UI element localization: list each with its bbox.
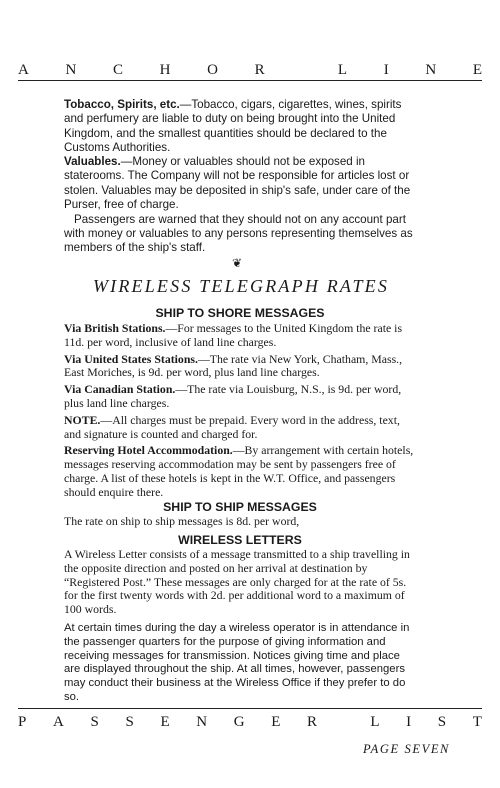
hotel-paragraph [64,444,416,499]
hotel-heading: Reserving Hotel Accommodation. [64,443,233,458]
footer-letter: S [90,714,99,730]
footer-letter: R [307,714,318,730]
header-letter: C [112,62,123,78]
wireless-letters-text: A Wireless Letter consists of a message transmitted to a ship travelling in the opposite direction and posted on her arrival at destination by “Registered Post.” These messages are only charged for at the rate of 5s. for the first twenty words with 2d. per additional word to a maximum of 100 words. [64,547,410,617]
header-rule [18,80,482,81]
british-stations-heading: Via British Stations. [64,321,166,335]
hotel-text: —By arrangement with certain hotels, messages reserving accommodation may be sent by passengers free of charge. A list of these hotels is kept in the W.T. Office, and passengers should enquire there. [64,443,414,499]
ship-to-ship-text: The rate on ship to ship messages is 8d. per word, [64,514,300,528]
ship-to-ship-section [64,500,416,529]
valuables-text: —Money or valuables should not be exposed in staterooms. The Company will not be responsible for articles lost or stolen. Valuables may be deposited in ship's safe, under care of the Purser, free of charge. [64,155,411,212]
page-number: PAGE SEVEN [363,742,450,756]
footer-letter: S [125,714,134,730]
valuables-section [64,155,416,256]
ship-to-shore-section [64,306,416,500]
canadian-station-heading: Via Canadian Station. [64,382,176,397]
wireless-letters-heading: WIRELESS LETTERS [178,533,302,547]
footer-rule [18,708,482,709]
canadian-station-paragraph [64,383,416,411]
us-stations-paragraph [64,353,416,381]
valuables-paragraph [64,155,416,213]
footer-letter: E [271,714,281,730]
header-letter: N [425,62,437,78]
note-heading: NOTE. [64,412,101,427]
footer-letter: I [406,714,412,730]
ship-to-ship-heading: SHIP TO SHIP MESSAGES [163,500,317,514]
wireless-title: WIRELESS TELEGRAPH RATES [92,276,390,296]
footer-letter: G [233,714,245,730]
operator-paragraph: At certain times during the day a wireless operator is in attendance in the passenger quarters for the purpose of giving information and receiving messages for transmission. Notices giving time and place are displayed throughout the ship. At all times, however, passengers may conduct their business at the Wireless Office if they prefer to do so. [64,621,410,703]
header-letter: R [254,62,265,78]
header-letter: A [18,62,29,78]
footer-letter: N [196,714,208,730]
tobacco-text: —Tobacco, cigars, cigarettes, wines, spirits and perfumery are liable to duty on being brought into the United Kingdom, and the smallest quantities should be declared to the Customs Authorities. [64,98,402,155]
british-stations-paragraph [64,322,416,350]
header-letter: N [65,62,77,78]
fleuron-ornament: ❦ [232,256,243,270]
tobacco-section [64,98,416,156]
footer-letter: L [370,714,380,730]
canadian-station-text: —The rate via Louisburg, N.S., is 9d. per word, plus land line charges. [64,382,402,410]
note-paragraph [64,414,416,442]
header-letter: O [207,62,218,78]
valuables-warning: Passengers are warned that they should not on any account part with money or valuables to any persons representing themselves as members of the ship's staff. [64,212,413,255]
tobacco-paragraph [64,98,416,156]
ship-to-shore-heading: SHIP TO SHORE MESSAGES [155,306,325,320]
british-stations-text: —For messages to the United Kingdom the rate is 11d. per word, inclusive of land line charges. [64,321,403,349]
header-letter: L [337,62,348,78]
header-letter: E [472,62,482,78]
valuables-heading: Valuables. [64,155,121,168]
footer-letter: E [160,714,170,730]
footer-letter: T [472,714,482,730]
footer-letter: P [18,714,27,730]
running-footer [18,714,482,731]
wireless-letters-section [64,533,416,705]
header-letter: H [159,62,171,78]
header-letter: I [383,62,389,78]
footer-letter: S [437,714,447,730]
running-header [18,62,482,79]
footer-letter: A [52,714,64,730]
us-stations-text: —The rate via New York, Chatham, Mass., East Moriches, is 9d. per word, plus land line charges. [64,351,403,380]
note-text: —All charges must be prepaid. Every word in the address, text, and signature is counted and charged for. [64,412,400,441]
tobacco-heading: Tobacco, Spirits, etc. [64,98,180,111]
us-stations-heading: Via United States Stations. [64,351,198,366]
